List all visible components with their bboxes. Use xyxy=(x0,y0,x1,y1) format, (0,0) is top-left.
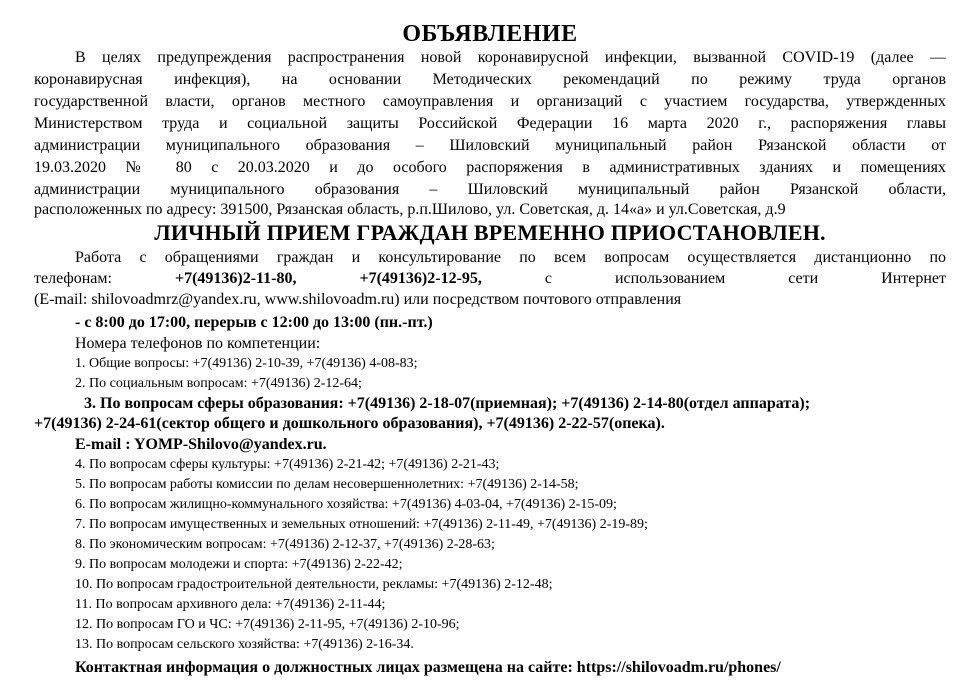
internet-text: с использованием сети Интернет xyxy=(544,270,947,287)
email-value: : YOMP-Shilovo@yandex.ru. xyxy=(125,436,327,453)
list-item: 13. По вопросам сельского хозяйства: +7(49136) 2-16-34. xyxy=(75,637,414,652)
list-item: 10. По вопросам градостроительной деятельности, рекламы: +7(49136) 2-12-48; xyxy=(75,577,553,592)
email-label: E-mail xyxy=(75,436,122,453)
phone-main-1: +7(49136)2-11-80, xyxy=(174,270,297,287)
list-item: 6. По вопросам жилищно-коммунального хозяйства: +7(49136) 4-03-04, +7(49136) 2-15-09; xyxy=(75,497,617,512)
list-item: 2. По социальным вопросам: +7(49136) 2-12-64; xyxy=(75,376,362,391)
list-item: 1. Общие вопросы: +7(49136) 2-10-39, +7(49136) 4-08-83; xyxy=(75,356,418,371)
intro-line-7: администрации муниципального образования – Шиловский муниципальный район Рязанской области, xyxy=(34,181,946,198)
page-title: ОБЪЯВЛЕНИЕ xyxy=(402,21,578,47)
suspension-heading: ЛИЧНЫЙ ПРИЕМ ГРАЖДАН ВРЕМЕННО ПРИОСТАНОВЛЕН. xyxy=(154,220,826,245)
intro-line-2: коронавирусная инфекция), на основании Методических рекомендаций по режиму труда органов xyxy=(34,71,946,88)
remote-work-line-3: (E-mail: shilovoadmrz@yandex.ru, www.shilovoadm.ru) или посредством почтового отправления xyxy=(34,291,682,308)
intro-line-8: расположенных по адресу: 391500, Рязанская область, р.п.Шилово, ул. Советская, д. 14«а» и ул.Советская, д.9 xyxy=(34,201,786,218)
phone-main-2: +7(49136)2-12-95, xyxy=(359,270,482,287)
phones-label: телефонам: xyxy=(34,270,112,287)
list-item: 12. По вопросам ГО и ЧС: +7(49136) 2-11-95, +7(49136) 2-10-96; xyxy=(75,617,460,632)
list-item: 4. По вопросам сферы культуры: +7(49136) 2-21-42; +7(49136) 2-21-43; xyxy=(75,457,500,472)
remote-work-line-2 xyxy=(34,269,946,289)
list-item: 8. По экономическим вопросам: +7(49136) 2-12-37, +7(49136) 2-28-63; xyxy=(75,537,495,552)
competence-heading: Номера телефонов по компетенции: xyxy=(75,335,321,352)
list-item: 7. По вопросам имущественных и земельных отношений: +7(49136) 2-11-49, +7(49136) 2-19-89; xyxy=(75,517,648,532)
list-item: 9. По вопросам молодежи и спорта: +7(49136) 2-22-42; xyxy=(75,557,403,572)
intro-line-1: В целях предупреждения распространения новой коронавирусной инфекции, вызванной COVID-19 (далее — xyxy=(75,49,946,66)
intro-line-3: государственной власти, органов местного самоуправления и организаций с участием государства, утвержденных xyxy=(34,93,946,110)
intro-line-5: администрации муниципального образования – Шиловский муниципальный район Рязанской области от xyxy=(34,137,946,154)
working-hours: - с 8:00 до 17:00, перерыв с 12:00 до 13:00 (пн.-пт.) xyxy=(75,314,433,331)
education-line-2: +7(49136) 2-24-61(сектор общего и дошкольного образования), +7(49136) 2-22-57(опека). xyxy=(34,415,665,432)
intro-line-4: Министерством труда и социальной защиты Российской Федерации 16 марта 2020 г., распоряжения главы xyxy=(34,115,946,132)
education-line-1: 3. По вопросам сферы образования: +7(49136) 2-18-07(приемная); +7(49136) 2-14-80(отдел аппарата); xyxy=(84,395,811,412)
education-email xyxy=(75,435,946,455)
intro-line-6: 19.03.2020 № 80 с 20.03.2020 и до особого распоряжения в административных зданиях и помещениях xyxy=(34,159,946,176)
list-item: 11. По вопросам архивного дела: +7(49136) 2-11-44; xyxy=(75,597,386,612)
footer-text: Контактная информация о должностных лицах размещена на сайте: xyxy=(75,659,573,676)
list-item: 5. По вопросам работы комиссии по делам несовершеннолетних: +7(49136) 2-14-58; xyxy=(75,477,579,492)
remote-work-line-1: Работа с обращениями граждан и консультирование по всем вопросам осуществляется дистанционно по xyxy=(75,249,946,266)
footer-contact xyxy=(75,658,946,678)
footer-link[interactable]: https://shilovoadm.ru/phones/ xyxy=(576,659,781,676)
